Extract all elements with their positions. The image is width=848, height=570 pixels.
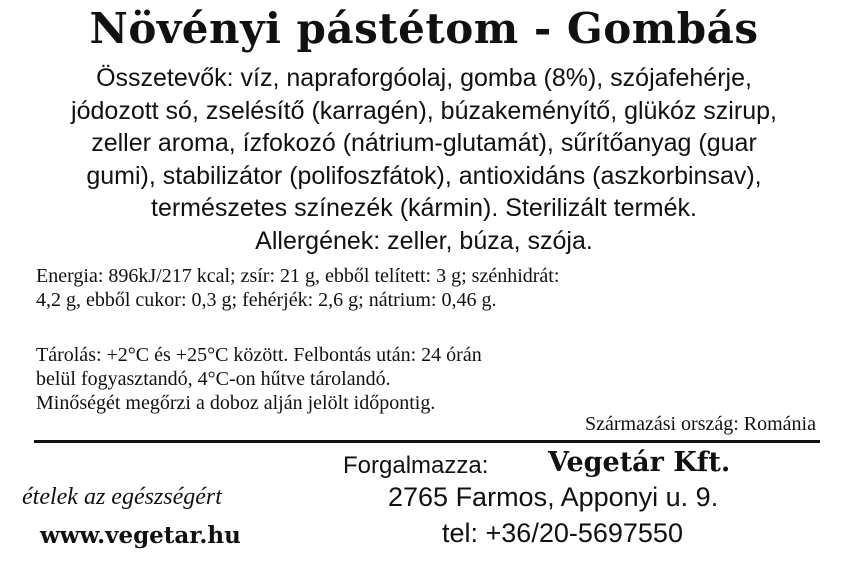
- allergens-line: Allergének: zeller, búza, szója.: [255, 226, 593, 255]
- country-of-origin: Származási ország: Románia: [584, 413, 816, 435]
- ingredients-block: [0, 62, 848, 257]
- storage-line: Minőségét megőrzi a doboz alján jelölt időpontig.: [36, 392, 436, 414]
- divider-line: [34, 440, 820, 443]
- nutrition-block: [36, 264, 559, 312]
- storage-line: Tárolás: +2°C és +25°C között. Felbontás után: 24 órán: [36, 344, 482, 366]
- nutrition-line: Energia: 896kJ/217 kcal; zsír: 21 g, ebből telített: 3 g; szénhidrát:: [36, 265, 560, 287]
- ingredients-line: természetes színezék (kármin). Sterilizált termék.: [151, 194, 697, 222]
- ingredients-line: Összetevők: víz, napraforgóolaj, gomba (8%), szójafehérje,: [96, 64, 752, 92]
- ingredients-line: gumi), stabilizátor (polifoszfátok), antioxidáns (aszkorbinsav),: [86, 161, 762, 190]
- slogan: ételek az egészségért: [22, 484, 222, 510]
- storage-line: belül fogyasztandó, 4°C-on hűtve tárolandó.: [36, 368, 391, 390]
- nutrition-line: 4,2 g, ebből cukor: 0,3 g; fehérjék: 2,6 g; nátrium: 0,46 g.: [36, 289, 497, 311]
- storage-block: [36, 343, 482, 415]
- product-title: Növényi pástétom - Gombás: [89, 4, 759, 53]
- distributor-label: Forgalmazza:: [343, 452, 489, 479]
- website-link[interactable]: www.vegetar.hu: [40, 522, 241, 549]
- ingredients-line: jódozott só, zselésítő (karragén), búzakeményítő, glükóz szirup,: [71, 96, 777, 125]
- company-name: Vegetár Kft.: [548, 447, 731, 478]
- company-address: 2765 Farmos, Apponyi u. 9.: [388, 482, 719, 512]
- company-phone: tel: +36/20-5697550: [442, 518, 683, 548]
- ingredients-line: zeller aroma, ízfokozó (nátrium-glutamát), sűrítőanyag (guar: [91, 129, 757, 157]
